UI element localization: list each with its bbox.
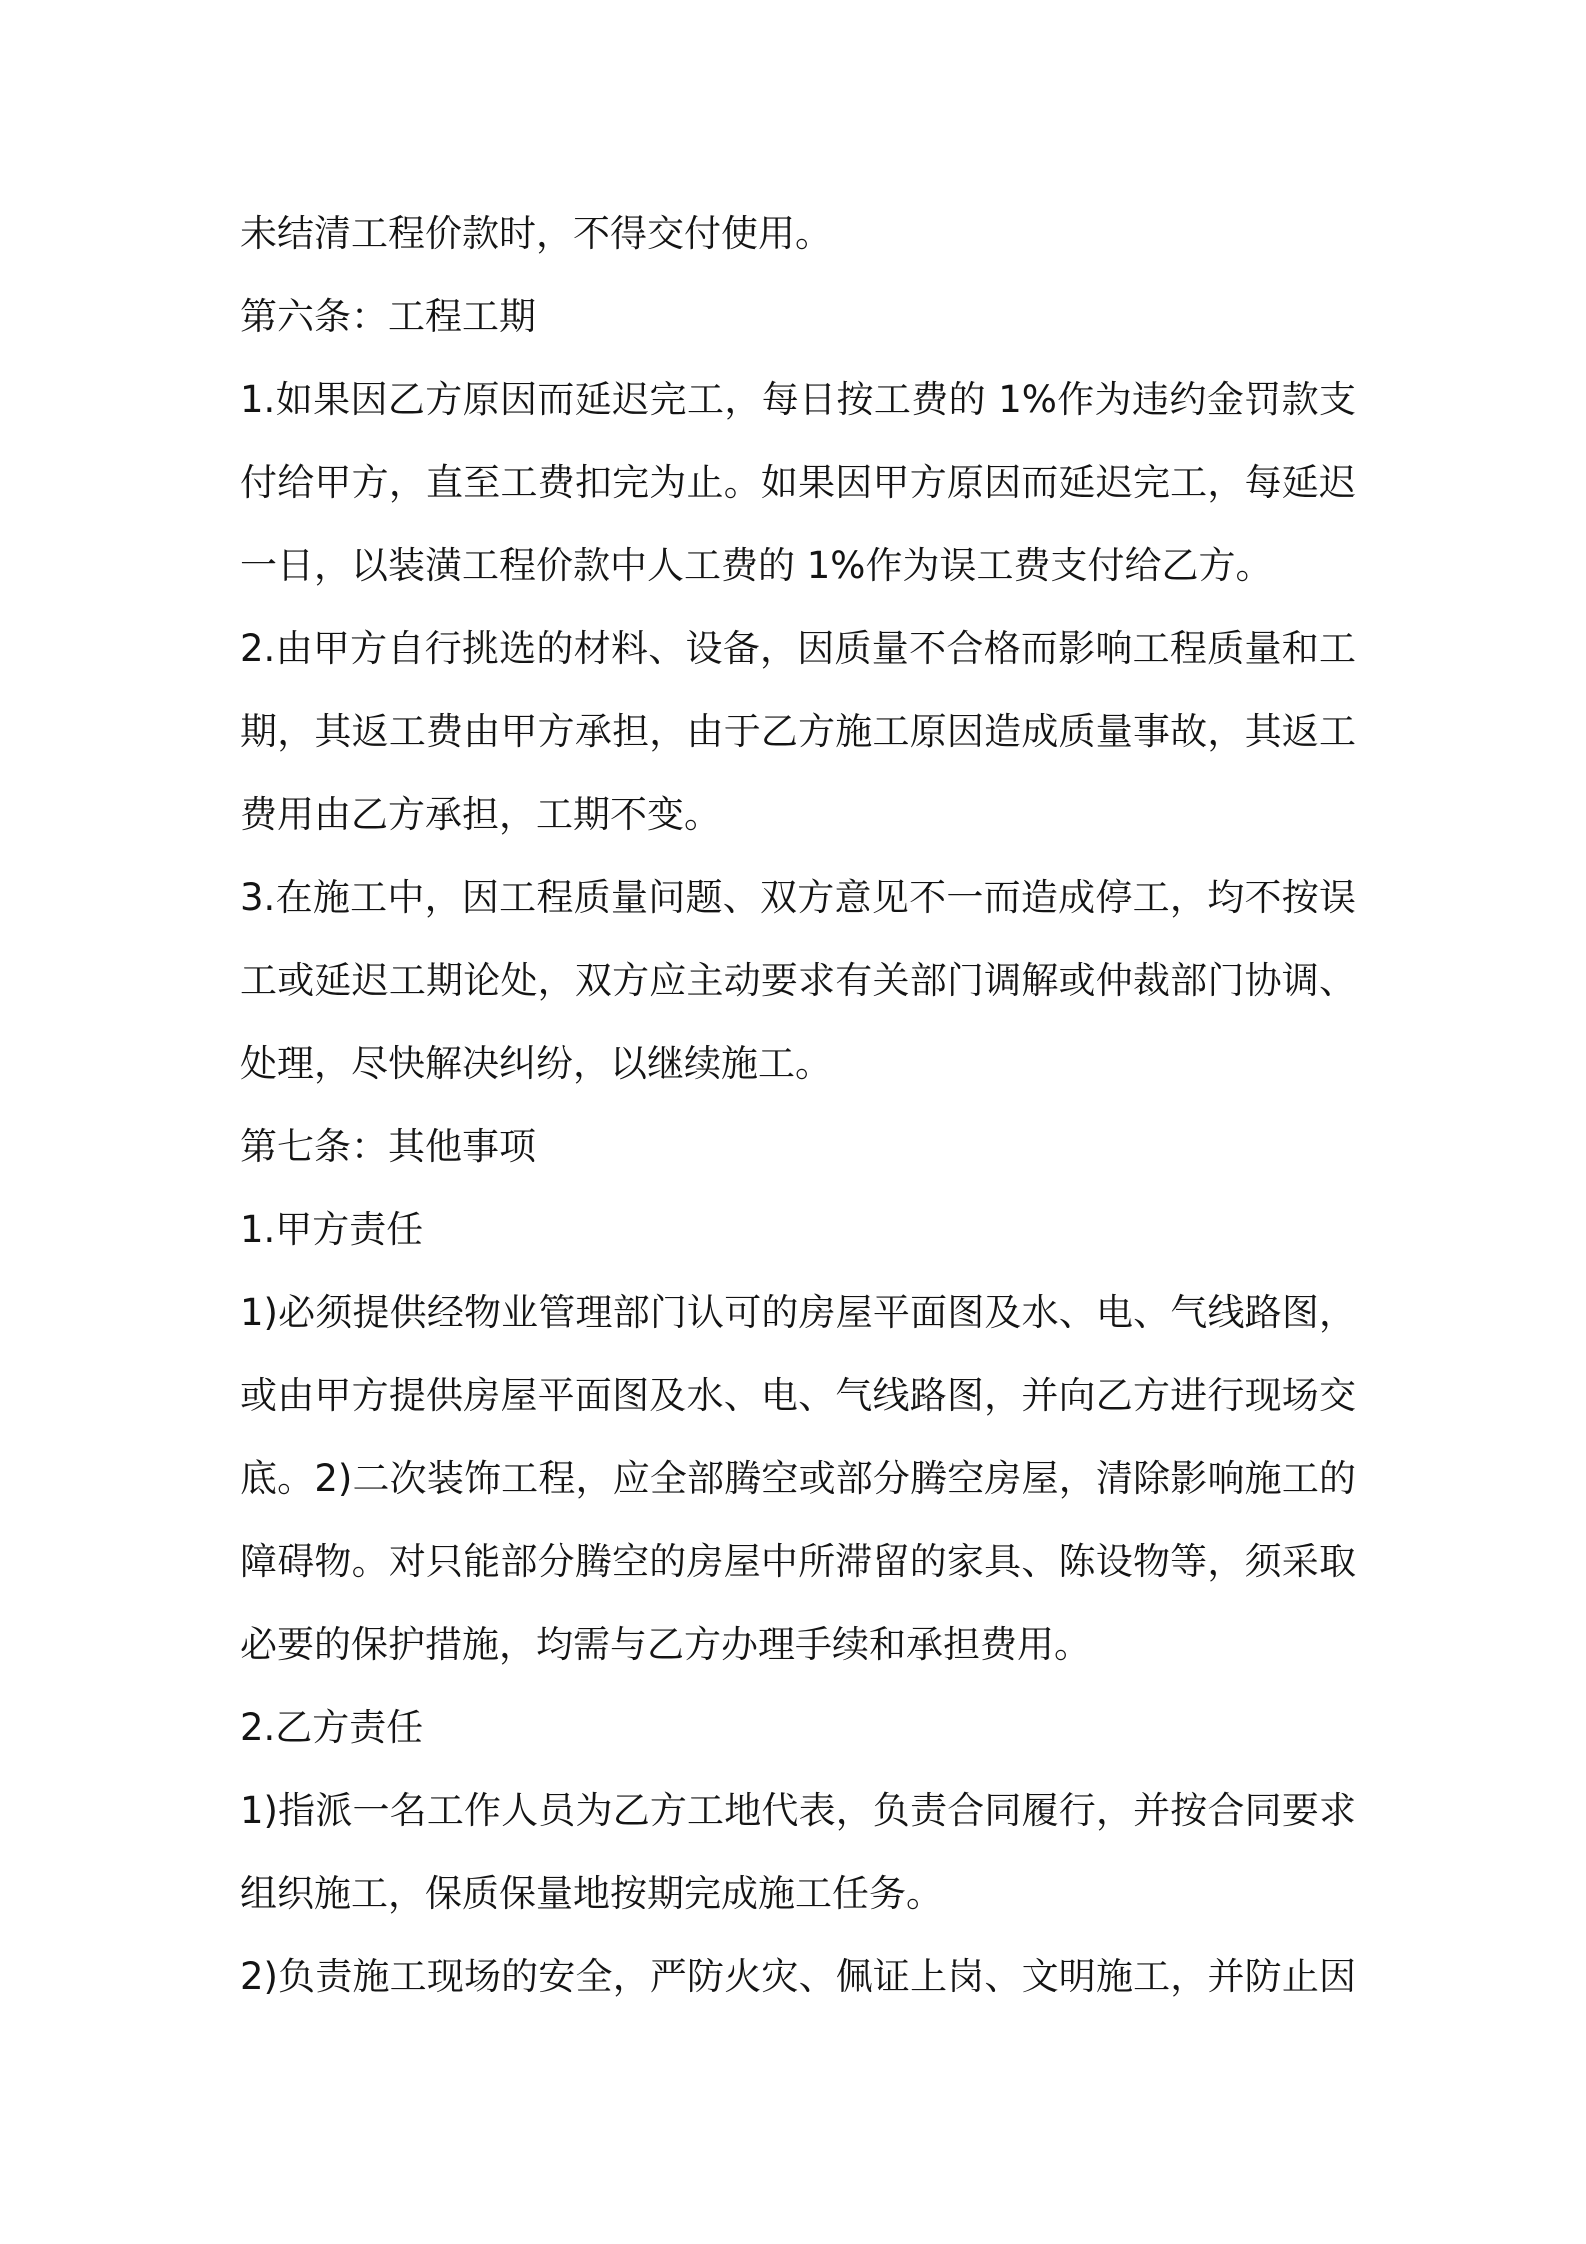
text-line-20: 1)指派一名工作人员为乙方工地代表，负责合同履行，并按合同要求 xyxy=(240,1789,1356,1832)
section-heading-article-6: 第六条：工程工期 xyxy=(240,295,536,338)
text-line-11: 处理，尽快解决纠纷，以继续施工。 xyxy=(240,1042,832,1085)
text-line-5: 一日，以装潢工程价款中人工费的 1%作为误工费支付给乙方。 xyxy=(240,544,1273,587)
document-body xyxy=(240,192,1356,2018)
text-line-3: 1.如果因乙方原因而延迟完工，每日按工费的 1%作为违约金罚款支 xyxy=(240,378,1356,421)
subheading-party-b: 2.乙方责任 xyxy=(240,1706,424,1749)
section-heading-article-7: 第七条：其他事项 xyxy=(240,1125,536,1168)
text-line-21: 组织施工，保质保量地按期完成施工任务。 xyxy=(240,1872,943,1915)
text-line-4: 付给甲方，直至工费扣完为止。如果因甲方原因而延迟完工，每延迟 xyxy=(240,461,1356,504)
text-line-6: 2.由甲方自行挑选的材料、设备，因质量不合格而影响工程质量和工 xyxy=(240,627,1356,670)
text-line-15: 或由甲方提供房屋平面图及水、电、气线路图，并向乙方进行现场交 xyxy=(240,1374,1356,1417)
text-line-1: 未结清工程价款时，不得交付使用。 xyxy=(240,212,832,255)
text-line-22: 2)负责施工现场的安全，严防火灾、佩证上岗、文明施工，并防止因 xyxy=(240,1955,1356,1998)
text-line-10: 工或延迟工期论处，双方应主动要求有关部门调解或仲裁部门协调、 xyxy=(240,959,1356,1002)
text-line-14: 1)必须提供经物业管理部门认可的房屋平面图及水、电、气线路图， xyxy=(240,1291,1356,1334)
subheading-party-a: 1.甲方责任 xyxy=(240,1208,424,1251)
text-line-18: 必要的保护措施，均需与乙方办理手续和承担费用。 xyxy=(240,1623,1091,1666)
text-line-16: 底。2)二次装饰工程，应全部腾空或部分腾空房屋，清除影响施工的 xyxy=(240,1457,1356,1500)
text-line-7: 期，其返工费由甲方承担，由于乙方施工原因造成质量事故，其返工 xyxy=(240,710,1356,753)
text-line-8: 费用由乙方承担，工期不变。 xyxy=(240,793,721,836)
text-line-9: 3.在施工中，因工程质量问题、双方意见不一而造成停工，均不按误 xyxy=(240,876,1356,919)
text-line-17: 障碍物。对只能部分腾空的房屋中所滞留的家具、陈设物等，须采取 xyxy=(240,1540,1356,1583)
